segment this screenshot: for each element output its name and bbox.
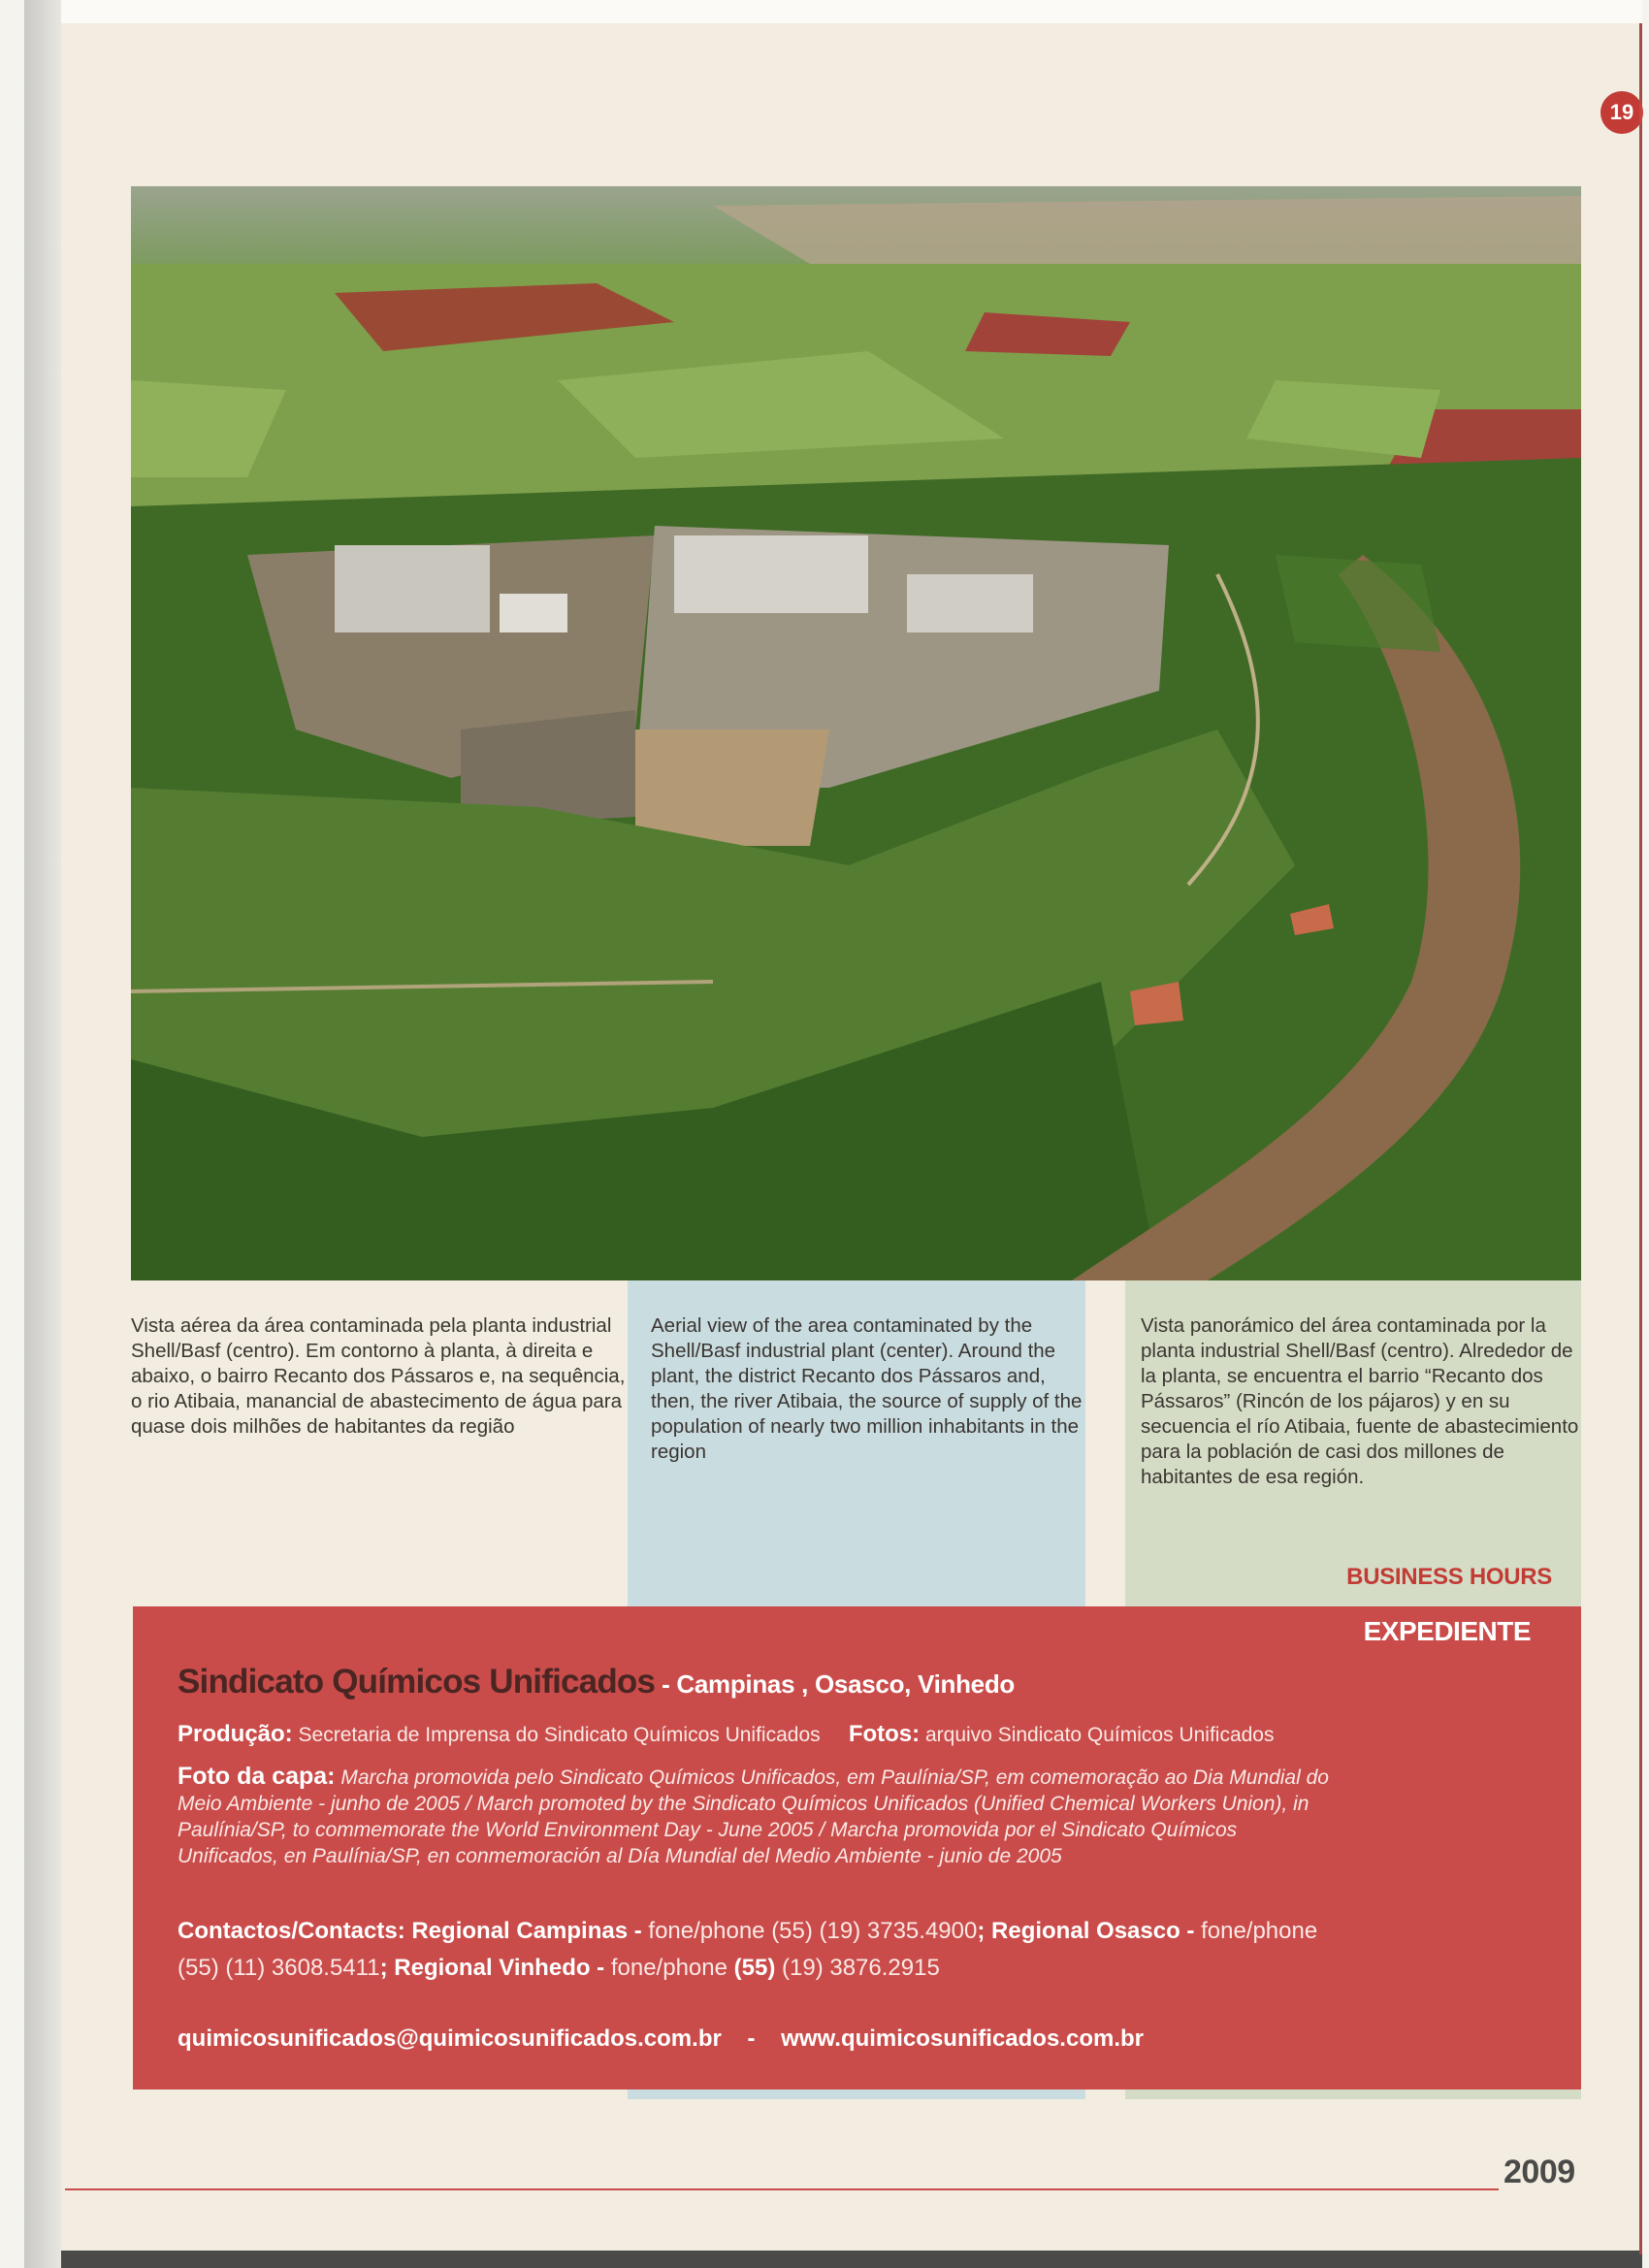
page-edge-line xyxy=(1639,23,1642,2254)
organization-name xyxy=(178,1663,1015,1701)
website-link[interactable]: www.quimicosunificados.com.br xyxy=(781,2025,1144,2052)
vinhedo-phone-prefix: fone/phone xyxy=(610,1955,728,1981)
osasco-phone: fone/phone (55) (11) 3608.5411 xyxy=(178,1918,1318,1981)
scan-margin-right xyxy=(1642,0,1649,2268)
producao-text: Secretaria de Imprensa do Sindicato Químicos Unificados xyxy=(298,1724,821,1746)
expediente-box xyxy=(133,1606,1581,2090)
links-separator: - xyxy=(747,2025,756,2052)
capa-label: Foto da capa: xyxy=(178,1763,336,1790)
contact-links xyxy=(178,2025,1144,2053)
campinas-phone: fone/phone (55) (19) 3735.4900 xyxy=(648,1918,978,1944)
capa-text: Marcha promovida pelo Sindicato Químicos Unificados, em Paulínia/SP, em comemoração ao Dia Mundial do Meio Ambiente - junho de 2005 / March promoted by the Sindicato Químicos Unificados (Unified Chemical Workers Union), in Paulínia/SP, to commemorate the World Environment Day - June 2005 / Marcha promovida por el Sindicato Químicos Unificados, en Paulínia/SP, en conmemoración al Día Mundial del Medio Ambiente - junio de 2005 xyxy=(178,1766,1329,1867)
page-number-badge: 19 xyxy=(1600,91,1643,134)
contacts-block: Contactos/Contacts: Regional Campinas - fone/phone (55) (19) 3735.4900; Regional Osasco - fone/phone (55) (11) 3608.5411; Regional Vinhedo - fone/phone (55) (19) 3876.2915 xyxy=(178,1918,1318,1981)
footer-rule xyxy=(65,2188,1499,2190)
osasco-label: Regional Osasco - xyxy=(991,1918,1195,1944)
scan-margin-top xyxy=(0,0,1649,23)
fotos-label: Fotos: xyxy=(848,1721,921,1747)
caption-spanish: Vista panorámico del área contaminada por la planta industrial Shell/Basf (centro). Alrededor de la planta, se encuentra el barrio “Recanto dos Pássaros” (Rincón de los pájaros) y en su secuencia el río Atibaia, fuente de abastecimiento para la población de casi dos millones de habitantes de esa región. xyxy=(1141,1314,1579,1488)
caption-portuguese-column xyxy=(131,1280,626,1440)
business-hours-label: BUSINESS HOURS xyxy=(1346,1564,1552,1590)
caption-english: Aerial view of the area contaminated by the Shell/Basf industrial plant (center). Around the plant, the district Recanto dos Pássaros and, then, the river Atibaia, the source of supply of the population of nearly two million inhabitants in the region xyxy=(651,1314,1083,1463)
expediente-title: EXPEDIENTE xyxy=(1363,1616,1531,1646)
email-link[interactable]: quimicosunificados@quimicosunificados.com.br xyxy=(178,2025,722,2052)
page-binding-shadow xyxy=(24,0,61,2268)
vinhedo-country-code: (55) xyxy=(733,1955,776,1981)
aerial-photo-icon xyxy=(131,186,1581,1280)
organization-name-text: Sindicato Químicos Unificados xyxy=(178,1663,656,1701)
aerial-photo xyxy=(131,186,1581,1280)
caption-portuguese: Vista aérea da área contaminada pela planta industrial Shell/Basf (centro). Em contorno à planta, à direita e abaixo, o bairro Recanto dos Pássaros e, na sequência, o rio Atibaia, manancial de abastecimento de água para quase dois milhões de habitantes da região xyxy=(131,1314,626,1438)
vinhedo-phone: (19) 3876.2915 xyxy=(782,1955,940,1981)
vinhedo-label: Regional Vinhedo - xyxy=(394,1955,605,1981)
scan-margin-left xyxy=(0,0,24,2268)
footer-year: 2009 xyxy=(1504,2154,1575,2190)
producao-label: Produção: xyxy=(178,1721,293,1747)
credits-line xyxy=(178,1721,1536,1748)
fotos-text: arquivo Sindicato Químicos Unificados xyxy=(924,1724,1275,1746)
cover-photo-credit xyxy=(178,1764,1342,1869)
campinas-label: Regional Campinas - xyxy=(411,1918,642,1944)
contacts-label: Contactos/Contacts: xyxy=(178,1918,405,1944)
organization-locations: - Campinas , Osasco, Vinhedo xyxy=(655,1669,1015,1699)
